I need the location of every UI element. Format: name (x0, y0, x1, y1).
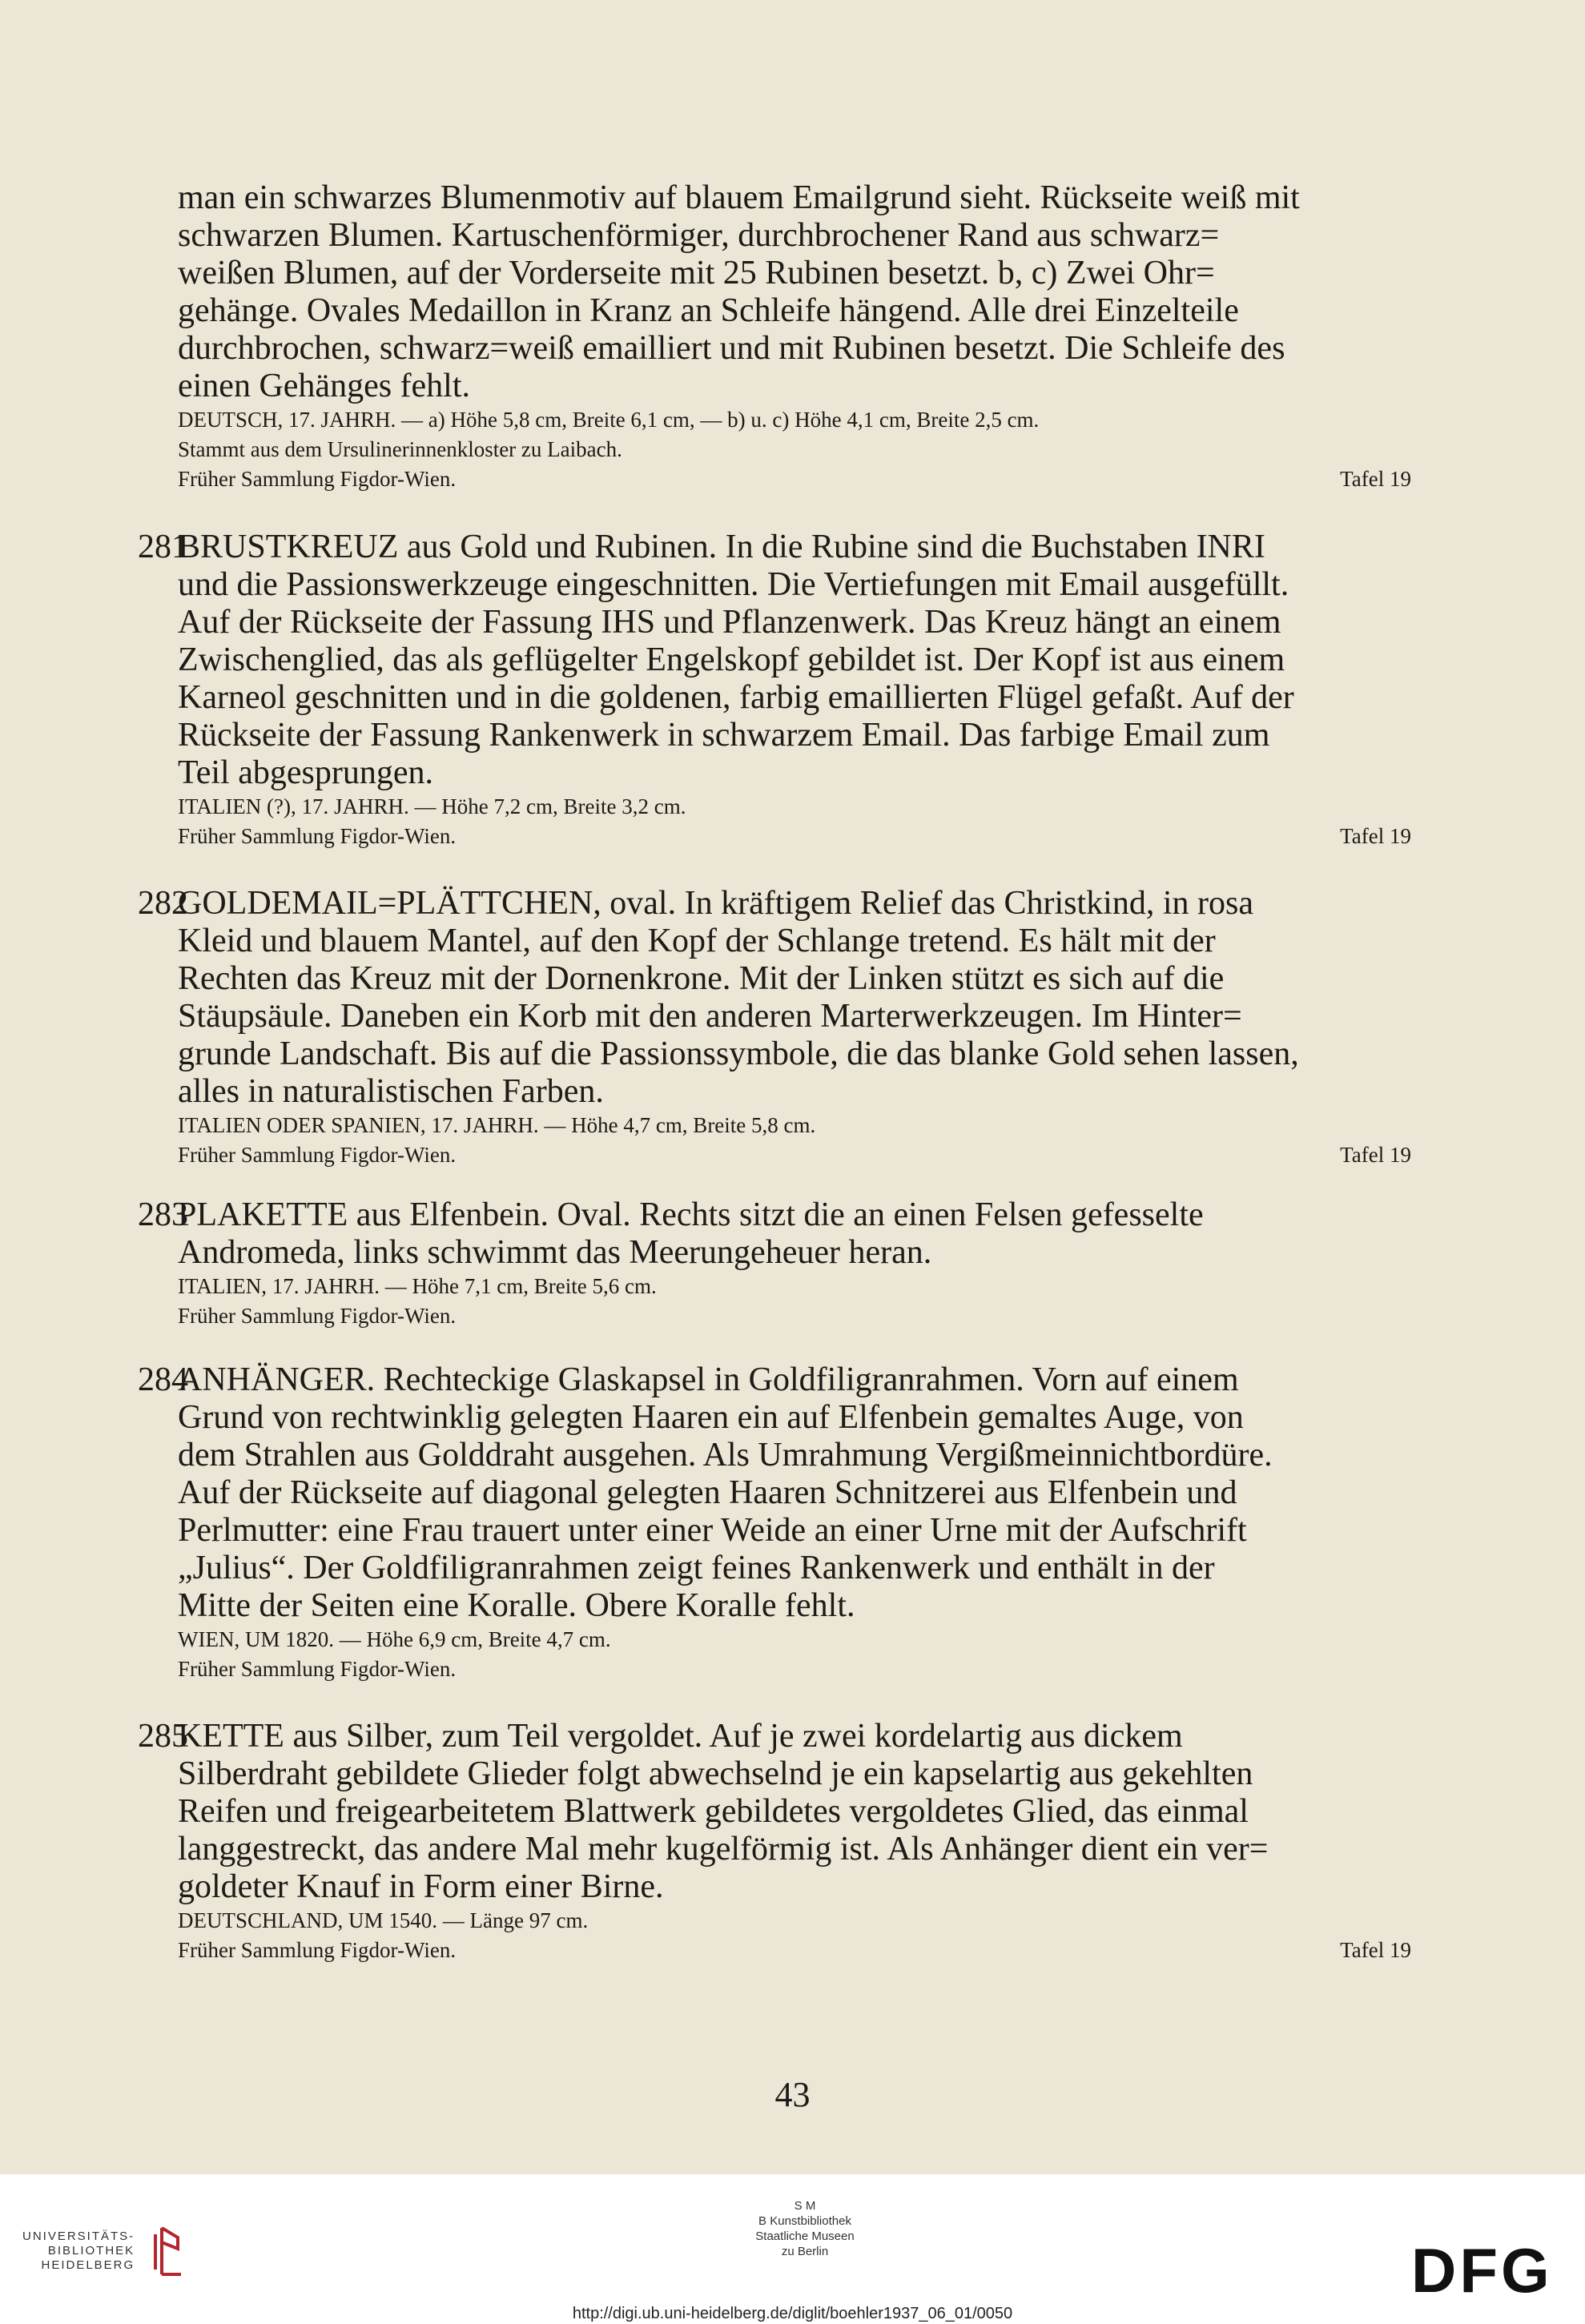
text-line: Mitte der Seiten eine Koralle. Obere Koralle fehlt. (178, 1587, 855, 1624)
text-line: langgestreckt, das andere Mal mehr kugelförmig ist. Als Anhänger dient ein ver= (178, 1831, 1269, 1868)
plate-reference: Tafel 19 (1340, 1938, 1411, 1962)
text-line: Karneol geschnitten und in die goldenen, farbig emaillierten Flügel gefaßt. Auf der (178, 679, 1294, 716)
text-line: ANHÄNGER. Rechteckige Glaskapsel in Goldfiligranrahmen. Vorn auf einem (178, 1361, 1239, 1398)
smb-line: B Kunstbibliothek (758, 2214, 851, 2228)
text-line: Grund von rechtwinklig gelegten Haaren ein auf Elfenbein gemaltes Auge, von (178, 1399, 1244, 1436)
provenance-row (178, 1140, 1411, 1170)
provenance-line: Früher Sammlung Figdor-Wien. (178, 1657, 457, 1681)
provenance-line: Früher Sammlung Figdor-Wien. (178, 1304, 457, 1328)
origin-line: ITALIEN, 17. JAHRH. — Höhe 7,1 cm, Breite 5,6 cm. (178, 1274, 657, 1298)
entry-number: 281 (138, 529, 188, 565)
provenance-row (178, 822, 1411, 851)
entry-number: 283 (138, 1196, 188, 1233)
provenance-row (178, 464, 1411, 494)
text-line: Auf der Rückseite auf diagonal gelegten Haaren Schnitzerei aus Elfenbein und (178, 1474, 1237, 1511)
entry-281 (138, 529, 1411, 851)
text-line: gehänge. Ovales Medaillon in Kranz an Schleife hängend. Alle drei Einzelteile (178, 292, 1239, 329)
text-line: Kleid und blauem Mantel, auf den Kopf der Schlange tretend. Es hält mit der (178, 923, 1216, 959)
plate-reference: Tafel 19 (1340, 467, 1411, 491)
text-line: Stäupsäule. Daneben ein Korb mit den anderen Marterwerkzeugen. Im Hinter= (178, 998, 1242, 1035)
entry-number: 284 (138, 1361, 188, 1398)
origin-line: WIEN, UM 1820. — Höhe 6,9 cm, Breite 4,7 cm. (178, 1627, 611, 1651)
text-line: goldeter Knauf in Form einer Birne. (178, 1868, 664, 1905)
entry-number: 285 (138, 1718, 188, 1755)
ub-emblem-icon (141, 2226, 183, 2276)
text-line: GOLDEMAIL=PLÄTTCHEN, oval. In kräftigem Relief das Christkind, in rosa (178, 885, 1253, 922)
ub-line: UNIVERSITÄTS- (22, 2230, 135, 2243)
description (178, 1196, 1411, 1272)
text-line: Zwischenglied, das als geflügelter Engelskopf gebildet ist. Der Kopf ist aus einem (178, 641, 1285, 678)
text-line: weißen Blumen, auf der Vorderseite mit 25 Rubinen besetzt. b, c) Zwei Ohr= (178, 255, 1215, 292)
text-line: und die Passionswerkzeuge eingeschnitten. Die Vertiefungen mit Email ausgefüllt. (178, 566, 1289, 603)
entry-280-continuation (178, 179, 1411, 494)
text-line: Teil abgesprungen. (178, 754, 433, 791)
text-line: alles in naturalistischen Farben. (178, 1073, 604, 1110)
origin-line: DEUTSCH, 17. JAHRH. — a) Höhe 5,8 cm, Breite 6,1 cm, — b) u. c) Höhe 4,1 cm, Breite 2,5 cm. (178, 408, 1040, 432)
text-line: BRUSTKREUZ aus Gold und Rubinen. In die Rubine sind die Buchstaben INRI (178, 529, 1265, 565)
entry-284 (138, 1361, 1411, 1684)
text-line: KETTE aus Silber, zum Teil vergoldet. Auf je zwei kordelartig aus dickem (178, 1718, 1183, 1755)
text-line: „Julius“. Der Goldfiligranrahmen zeigt feines Rankenwerk und enthält in der (178, 1550, 1215, 1586)
ub-heidelberg-logo[interactable] (22, 2226, 183, 2276)
smb-line: Staatliche Museen (755, 2230, 855, 2243)
description (178, 529, 1411, 792)
text-line: Auf der Rückseite der Fassung IHS und Pflanzenwerk. Das Kreuz hängt an einem (178, 604, 1281, 641)
entry-282 (138, 885, 1411, 1170)
text-line: PLAKETTE aus Elfenbein. Oval. Rechts sitzt die an einen Felsen gefesselte (178, 1196, 1204, 1233)
description (178, 1361, 1411, 1625)
ub-line: BIBLIOTHEK (47, 2244, 135, 2258)
text-line: Silberdraht gebildete Glieder folgt abwechselnd je ein kapselartig aus gekehlten (178, 1755, 1253, 1792)
entry-285 (138, 1718, 1411, 1965)
description (178, 885, 1411, 1111)
origin-line: DEUTSCHLAND, UM 1540. — Länge 97 cm. (178, 1908, 589, 1932)
text-line: Rückseite der Fassung Rankenwerk in schwarzem Email. Das farbige Email zum (178, 717, 1270, 754)
text-line: Perlmutter: eine Frau trauert unter einer Weide an einer Urne mit der Aufschrift (178, 1512, 1247, 1549)
provenance-line: Früher Sammlung Figdor-Wien. (178, 1143, 457, 1167)
provenance-line: Stammt aus dem Ursulinerinnenkloster zu Laibach. (178, 437, 622, 461)
origin-line: ITALIEN (?), 17. JAHRH. — Höhe 7,2 cm, Breite 3,2 cm. (178, 794, 686, 818)
text-line: Reifen und freigearbeitetem Blattwerk gebildetes vergoldetes Glied, das einmal (178, 1793, 1249, 1830)
text-line: grunde Landschaft. Bis auf die Passionssymbole, die das blanke Gold sehen lassen, (178, 1035, 1299, 1072)
provenance-line: Früher Sammlung Figdor-Wien. (178, 824, 457, 848)
page-number: 43 (774, 2075, 811, 2114)
text-line: einen Gehänges fehlt. (178, 368, 471, 404)
ub-heidelberg-wordmark (22, 2230, 135, 2273)
ub-line: HEIDELBERG (41, 2258, 135, 2272)
plate-reference: Tafel 19 (1340, 1143, 1411, 1167)
text-line: Rechten das Kreuz mit der Dornenkrone. Mit der Linken stützt es sich auf die (178, 960, 1225, 997)
smb-line: S M (794, 2199, 816, 2213)
description (178, 1718, 1411, 1906)
description (178, 179, 1411, 405)
dfg-logo[interactable]: DFG (1411, 2235, 1553, 2306)
source-url-link[interactable]: http://digi.ub.uni-heidelberg.de/diglit/boehler1937_06_01/0050 (572, 2305, 1013, 2322)
entry-283 (138, 1196, 1411, 1331)
plate-reference: Tafel 19 (1340, 824, 1411, 848)
origin-line: ITALIEN ODER SPANIEN, 17. JAHRH. — Höhe 4,7 cm, Breite 5,8 cm. (178, 1113, 816, 1137)
smb-line: zu Berlin (781, 2245, 829, 2258)
text-line: schwarzen Blumen. Kartuschenförmiger, durchbrochener Rand aus schwarz= (178, 217, 1220, 254)
provenance-line: Früher Sammlung Figdor-Wien. (178, 467, 457, 491)
provenance-row (178, 1936, 1411, 1965)
text-line: dem Strahlen aus Golddraht ausgehen. Als Umrahmung Vergißmeinnichtbordüre. (178, 1437, 1273, 1474)
text-line: durchbrochen, schwarz=weiß emailliert und mit Rubinen besetzt. Die Schleife des (178, 330, 1285, 367)
text-line: Andromeda, links schwimmt das Meerungeheuer heran. (178, 1234, 932, 1271)
entry-number: 282 (138, 885, 188, 922)
provenance-line: Früher Sammlung Figdor-Wien. (178, 1938, 457, 1962)
smb-kunstbibliothek-logo[interactable] (725, 2198, 885, 2259)
text-line: man ein schwarzes Blumenmotiv auf blauem Emailgrund sieht. Rückseite weiß mit (178, 179, 1300, 216)
